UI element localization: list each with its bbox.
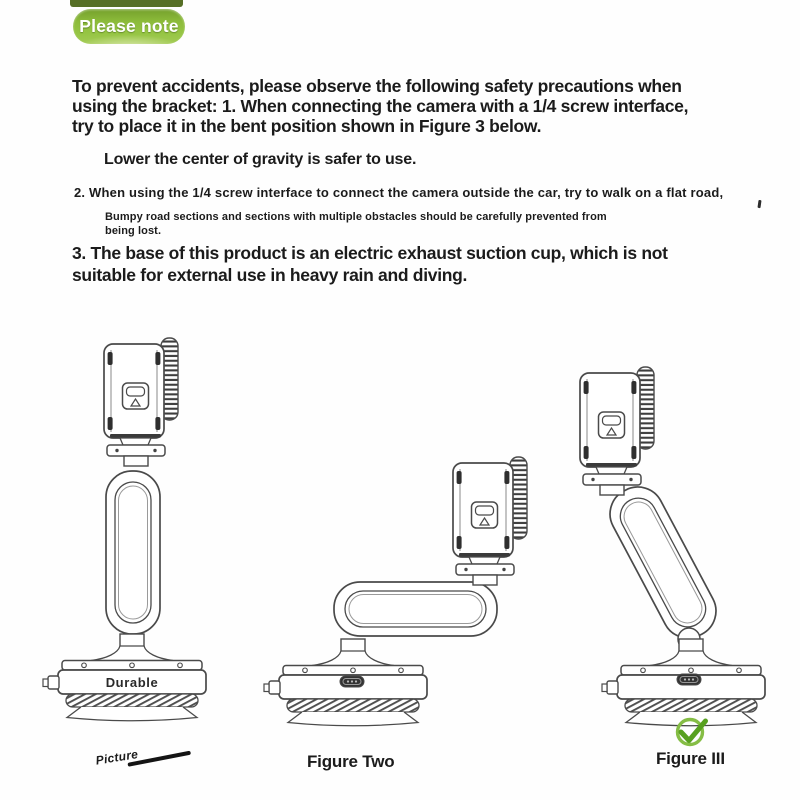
safety-paragraph-1	[72, 76, 688, 136]
arm-drawing	[106, 471, 160, 634]
safety-paragraph-3	[72, 243, 668, 286]
camera-drawing	[580, 367, 654, 495]
usb-port-drawing	[677, 674, 701, 685]
camera-drawing	[104, 338, 178, 466]
paragraph-line: being lost.	[105, 224, 162, 237]
arm-drawing	[601, 478, 725, 647]
figure-two-label: Figure Two	[307, 752, 395, 771]
paragraph-line: suitable for external use in heavy rain and diving.	[72, 264, 468, 285]
please-note-badge	[73, 9, 185, 44]
please-note-label: Please note	[79, 16, 179, 36]
badge-top-tab	[70, 0, 183, 7]
bracket-figures-drawing	[0, 330, 800, 770]
bumpy-road-note	[105, 211, 607, 238]
usb-port-drawing	[340, 676, 364, 687]
paragraph-line: To prevent accidents, please observe the following safety precautions when	[72, 76, 682, 96]
figure-three-drawing	[580, 367, 765, 745]
camera-drawing	[453, 457, 527, 585]
print-artifact-mark	[757, 200, 761, 208]
gravity-note: Lower the center of gravity is safer to use.	[104, 151, 417, 168]
figure-two-drawing	[264, 457, 527, 726]
base-durable-text: Durable	[105, 675, 159, 690]
safety-paragraph-2: 2. When using the 1/4 screw interface to connect the camera outside the car, try to walk on a flat road,	[74, 185, 724, 200]
paragraph-line: try to place it in the bent position shown in Figure 3 below.	[72, 116, 542, 136]
paragraph-line: Bumpy road sections and sections with multiple obstacles should be carefully prevented from	[105, 211, 607, 223]
figure-three-label: Figure III	[656, 749, 725, 768]
figure-one-drawing	[43, 338, 206, 721]
arm-drawing	[334, 582, 497, 636]
paragraph-line: using the bracket: 1. When connecting the camera with a 1/4 screw interface,	[72, 96, 689, 116]
paragraph-line: 3. The base of this product is an electric exhaust suction cup, which is not	[72, 243, 668, 263]
figure-one-label-text: Picture	[94, 747, 140, 768]
